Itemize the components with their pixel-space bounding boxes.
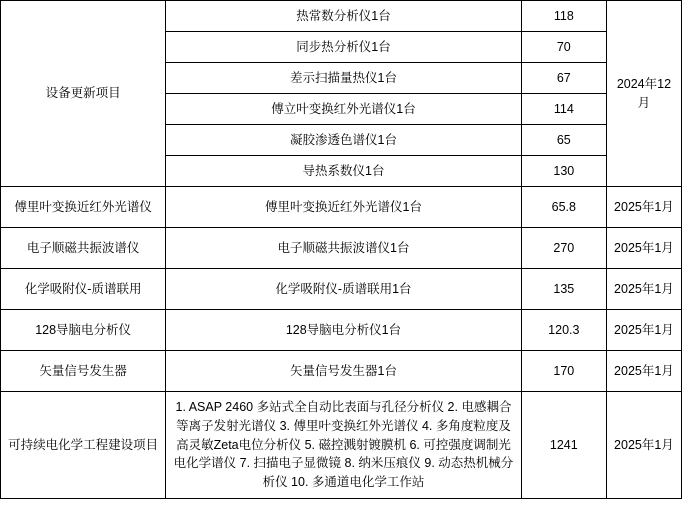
table-row (1, 310, 682, 351)
detail-cell: 凝胶渗透色谱仪1台 (166, 125, 522, 156)
project-name-cell: 矢量信号发生器 (1, 351, 166, 392)
project-name-cell: 傅里叶变换近红外光谱仪 (1, 187, 166, 228)
project-name-cell: 可持续电化学工程建设项目 (1, 392, 166, 499)
amount-cell: 65.8 (521, 187, 606, 228)
amount-cell: 1241 (521, 392, 606, 499)
detail-cell: 同步热分析仪1台 (166, 32, 522, 63)
date-cell: 2025年1月 (606, 187, 681, 228)
detail-cell: 电子顺磁共振波谱仪1台 (166, 228, 522, 269)
detail-cell: 化学吸附仪-质谱联用1台 (166, 269, 522, 310)
date-cell: 2024年12月 (606, 1, 681, 187)
detail-cell: 傅立叶变换红外光谱仪1台 (166, 94, 522, 125)
amount-cell: 130 (521, 156, 606, 187)
amount-cell: 67 (521, 63, 606, 94)
table-row (1, 351, 682, 392)
detail-cell: 热常数分析仪1台 (166, 1, 522, 32)
table-row (1, 392, 682, 499)
amount-cell: 70 (521, 32, 606, 63)
date-cell: 2025年1月 (606, 228, 681, 269)
date-cell: 2025年1月 (606, 392, 681, 499)
project-name-cell: 电子顺磁共振波谱仪 (1, 228, 166, 269)
amount-cell: 65 (521, 125, 606, 156)
table-row (1, 1, 682, 32)
date-cell: 2025年1月 (606, 351, 681, 392)
detail-cell: 128导脑电分析仪1台 (166, 310, 522, 351)
project-name-cell: 设备更新项目 (1, 1, 166, 187)
amount-cell: 270 (521, 228, 606, 269)
table-row (1, 228, 682, 269)
table-row (1, 269, 682, 310)
date-cell: 2025年1月 (606, 310, 681, 351)
detail-cell: 矢量信号发生器1台 (166, 351, 522, 392)
detail-cell: 导热系数仪1台 (166, 156, 522, 187)
amount-cell: 120.3 (521, 310, 606, 351)
detail-cell: 1. ASAP 2460 多站式全自动比表面与孔径分析仪 2. 电感耦合等离子发射光谱仪 3. 傅里叶变换红外光谱仪 4. 多角度粒度及高灵敏Zeta电位分析仪 5. 磁控溅射镀膜机 6. 可控强度调制光电化学谱仪 7. 扫描电子显微镜 8. 纳米压痕仪 9. 动态热机械分析仪 10. 多通道电化学工作站 (166, 392, 522, 499)
amount-cell: 170 (521, 351, 606, 392)
detail-cell: 差示扫描量热仪1台 (166, 63, 522, 94)
amount-cell: 114 (521, 94, 606, 125)
amount-cell: 135 (521, 269, 606, 310)
project-name-cell: 化学吸附仪-质谱联用 (1, 269, 166, 310)
date-cell: 2025年1月 (606, 269, 681, 310)
table-row (1, 187, 682, 228)
detail-cell: 傅里叶变换近红外光谱仪1台 (166, 187, 522, 228)
amount-cell: 118 (521, 1, 606, 32)
project-name-cell: 128导脑电分析仪 (1, 310, 166, 351)
